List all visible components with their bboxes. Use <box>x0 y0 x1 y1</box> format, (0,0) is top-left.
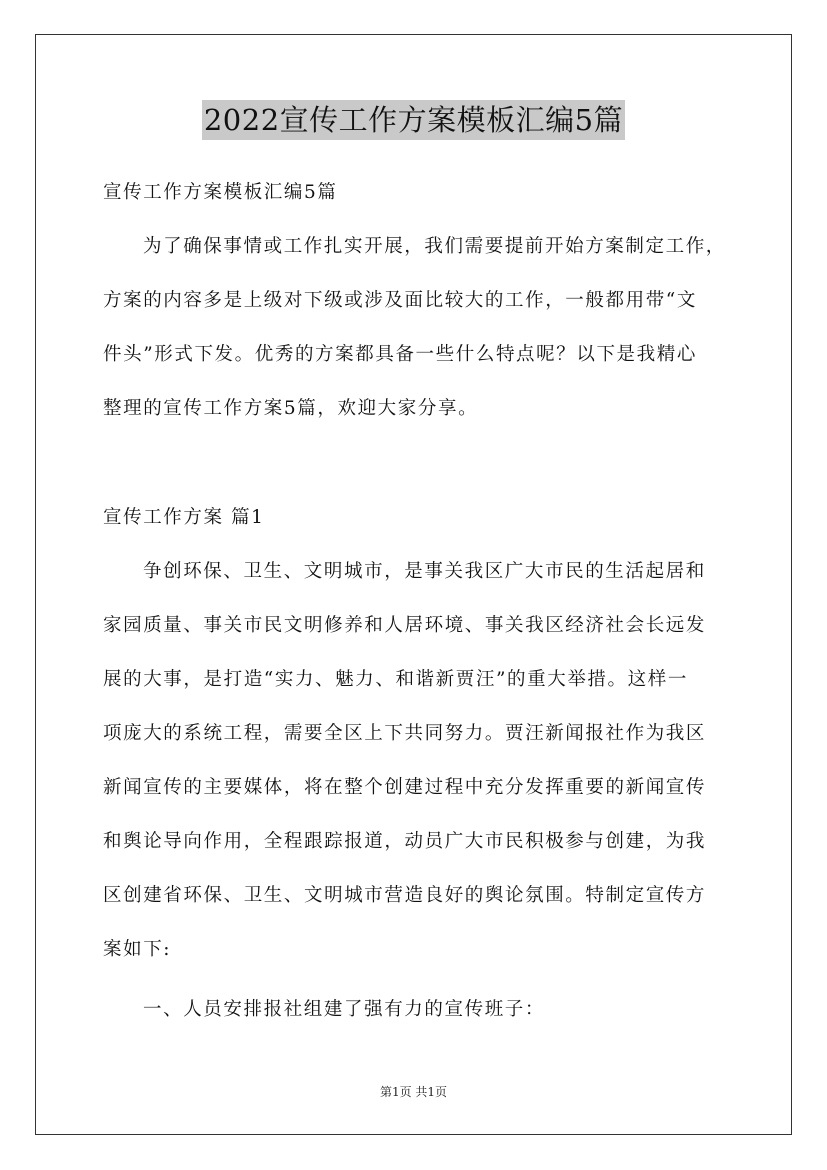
section-heading: 宣传工作方案 篇1 <box>103 507 265 528</box>
document-title: 2022宣传工作方案模板汇编5篇 <box>202 100 625 140</box>
section-line: 案如下: <box>103 939 172 960</box>
subtitle: 宣传工作方案模板汇编5篇 <box>103 182 338 203</box>
title-container <box>0 100 827 140</box>
page-footer: 第1页 共1页 <box>379 1085 448 1099</box>
section-line: 区创建省环保、卫生、文明城市营造良好的舆论氛围。特制定宣传方 <box>103 885 707 906</box>
section-line: 争创环保、卫生、文明城市，是事关我区广大市民的生活起居和 <box>143 561 706 582</box>
section-line: 新闻宣传的主要媒体，将在整个创建过程中充分发挥重要的新闻宣传 <box>103 777 707 798</box>
intro-line: 整理的宣传工作方案5篇，欢迎大家分享。 <box>103 398 479 419</box>
section-line: 项庞大的系统工程，需要全区上下共同努力。贾汪新闻报社作为我区 <box>103 723 707 744</box>
subtitle-block <box>103 166 730 220</box>
intro-line: 方案的内容多是上级对下级或涉及面比较大的工作，一般都用带“文 <box>103 290 697 311</box>
section-paragraph <box>103 545 730 977</box>
intro-line: 为了确保事情或工作扎实开展，我们需要提前开始方案制定工作， <box>143 236 726 257</box>
section-heading-block <box>103 491 730 545</box>
item-1: 一、人员安排报社组建了强有力的宣传班子： <box>143 999 546 1020</box>
section-line: 展的大事，是打造“实力、魅力、和谐新贾汪”的重大举措。这样一 <box>103 669 688 690</box>
item-block <box>103 983 730 1037</box>
intro-paragraph <box>103 220 730 436</box>
section-line: 和舆论导向作用，全程跟踪报道，动员广大市民积极参与创建，为我 <box>103 831 707 852</box>
section-line: 家园质量、事关市民文明修养和人居环境、事关我区经济社会长远发 <box>103 615 707 636</box>
intro-line: 件头”形式下发。优秀的方案都具备一些什么特点呢？以下是我精心 <box>103 344 697 365</box>
